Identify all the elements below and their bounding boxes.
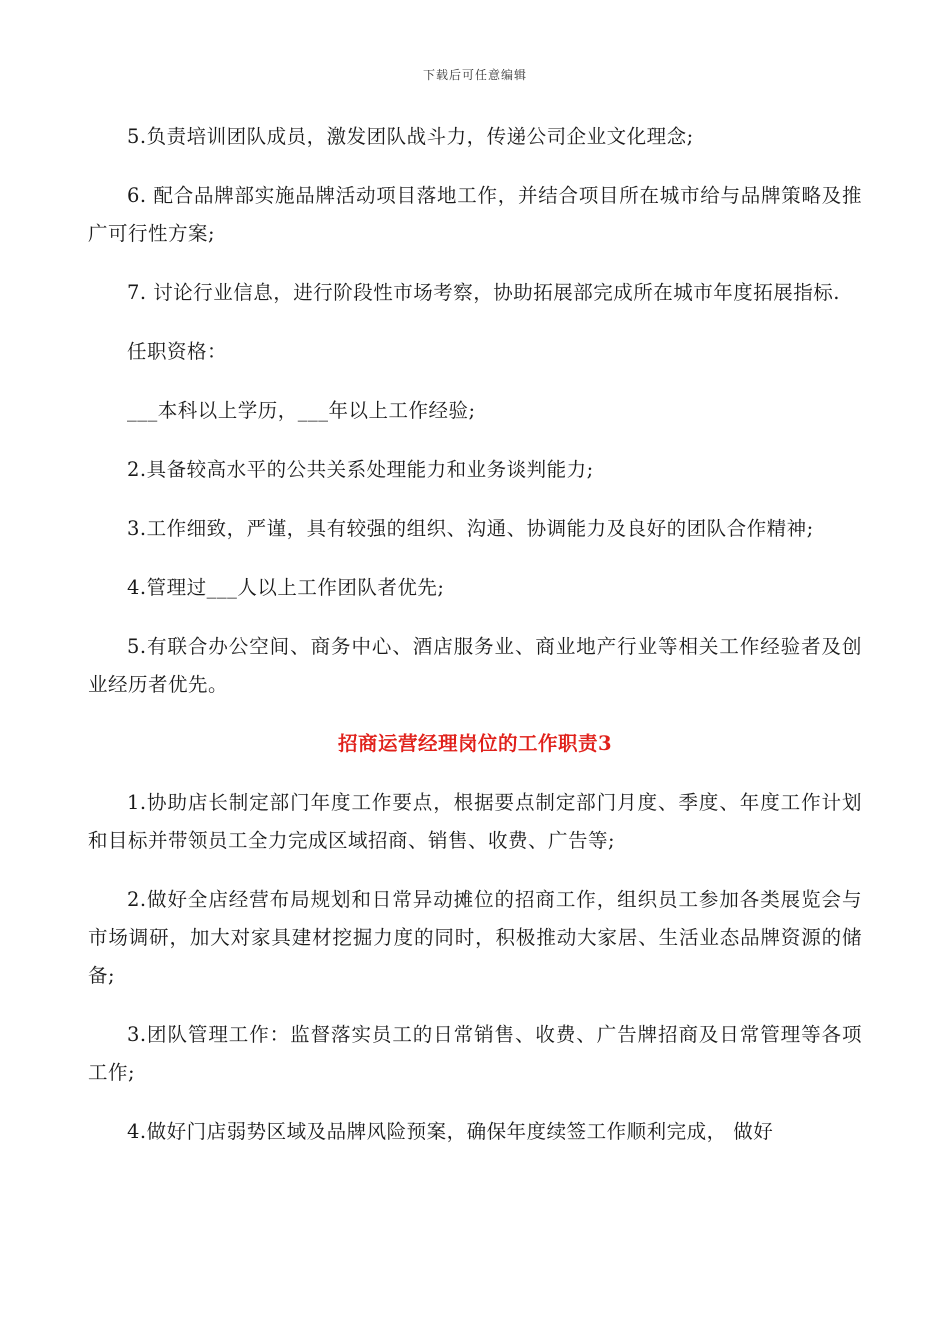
paragraph-responsibility-1: 1.协助店长制定部门年度工作要点，根据要点制定部门月度、季度、年度工作计划和目标并带领员工全力完成区域招商、销售、收费、广告等; bbox=[88, 791, 862, 852]
paragraph-duty-7: 7. 讨论行业信息，进行阶段性市场考察，协助拓展部完成所在城市年度拓展指标. bbox=[127, 281, 841, 304]
paragraph-duty-5: 5.负责培训团队成员，激发团队战斗力，传递公司企业文化理念; bbox=[127, 125, 694, 148]
paragraph-qualification-1: ___本科以上学历，___年以上工作经验; bbox=[127, 399, 476, 422]
paragraph-duty-6: 6. 配合品牌部实施品牌活动项目落地工作，并结合项目所在城市给与品牌策略及推广可行性方案; bbox=[88, 184, 862, 245]
paragraph-responsibility-2: 2.做好全店经营布局规划和日常异动摊位的招商工作，组织员工参加各类展览会与市场调研，加大对家具建材挖掘力度的同时，积极推动大家居、生活业态品牌资源的储备; bbox=[88, 888, 862, 987]
paragraph-qualifications-label: 任职资格： bbox=[127, 340, 228, 363]
paragraph-responsibility-4: 4.做好门店弱势区域及品牌风险预案，确保年度续签工作顺利完成， 做好 bbox=[127, 1120, 774, 1143]
paragraph-qualification-2: 2.具备较高水平的公共关系处理能力和业务谈判能力; bbox=[127, 458, 594, 481]
paragraph-qualification-4: 4.管理过___人以上工作团队者优先; bbox=[127, 576, 445, 599]
paragraph-qualification-3: 3.工作细致，严谨，具有较强的组织、沟通、协调能力及良好的团队合作精神; bbox=[127, 517, 814, 540]
header-note: 下载后可任意编辑 bbox=[422, 68, 527, 82]
paragraph-qualification-5: 5.有联合办公空间、商务中心、酒店服务业、商业地产行业等相关工作经验者及创业经历者优先。 bbox=[88, 635, 862, 696]
section-heading: 招商运营经理岗位的工作职责3 bbox=[337, 732, 613, 755]
document-body bbox=[88, 118, 862, 1172]
paragraph-responsibility-3: 3.团队管理工作：监督落实员工的日常销售、收费、广告牌招商及日常管理等各项工作; bbox=[88, 1023, 862, 1084]
